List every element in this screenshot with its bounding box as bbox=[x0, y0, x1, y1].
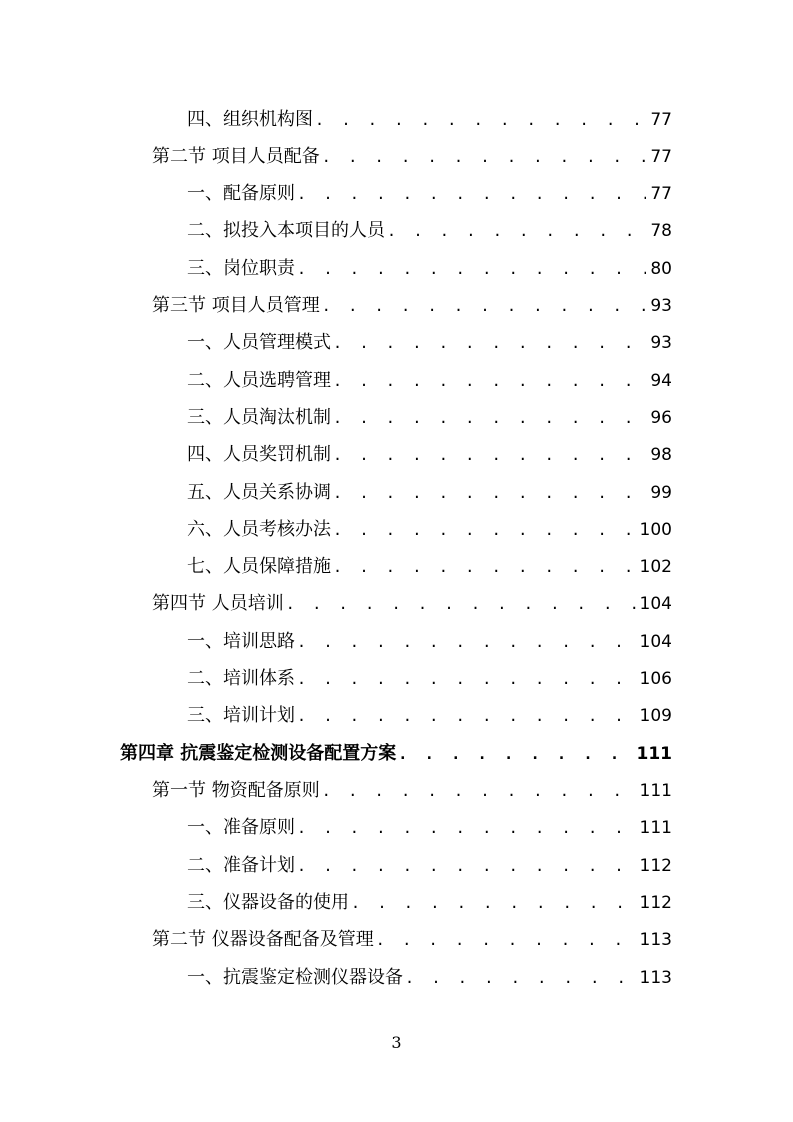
toc-entry[interactable] bbox=[187, 851, 672, 881]
toc-entry[interactable] bbox=[187, 552, 672, 582]
toc-entry[interactable] bbox=[187, 403, 672, 433]
toc-entry[interactable] bbox=[187, 105, 672, 135]
dot-leader bbox=[333, 328, 646, 358]
toc-entry-page: 111 bbox=[636, 744, 672, 764]
toc-entry-page: 112 bbox=[639, 893, 672, 913]
toc-entry-page: 78 bbox=[650, 221, 672, 241]
toc-entry-page: 111 bbox=[639, 818, 672, 838]
toc-entry-page: 104 bbox=[639, 594, 672, 614]
dot-leader bbox=[297, 627, 636, 657]
toc-entry[interactable] bbox=[187, 216, 672, 246]
toc-entry-title: 第三节 项目人员管理 bbox=[152, 295, 320, 316]
toc-entry-page: 77 bbox=[650, 147, 672, 167]
toc-entry-title: 七、人员保障措施 bbox=[187, 556, 331, 577]
toc-entry-title: 五、人员关系协调 bbox=[187, 482, 331, 503]
toc-entry[interactable] bbox=[187, 963, 672, 993]
toc-entry-page: 102 bbox=[639, 557, 672, 577]
toc-entry-page: 94 bbox=[650, 371, 672, 391]
toc-entry[interactable] bbox=[187, 813, 672, 843]
dot-leader bbox=[297, 851, 636, 881]
toc-entry[interactable] bbox=[187, 701, 672, 731]
toc-entry-title: 二、拟投入本项目的人员 bbox=[187, 220, 385, 241]
toc-entry-title: 第二节 仪器设备配备及管理 bbox=[152, 929, 374, 950]
dot-leader bbox=[297, 813, 636, 843]
toc-entry[interactable] bbox=[187, 478, 672, 508]
toc-entry-title: 一、培训思路 bbox=[187, 631, 295, 652]
toc-entry-page: 98 bbox=[650, 445, 672, 465]
dot-leader bbox=[387, 216, 646, 246]
toc-entry-page: 109 bbox=[639, 706, 672, 726]
toc-entry-title: 一、抗震鉴定检测仪器设备 bbox=[187, 967, 403, 988]
dot-leader bbox=[333, 552, 636, 582]
toc-entry-title: 三、岗位职责 bbox=[187, 258, 295, 279]
toc-entry-title: 第四节 人员培训 bbox=[152, 593, 284, 614]
toc-entry[interactable] bbox=[187, 179, 672, 209]
toc-entry-title: 二、准备计划 bbox=[187, 855, 295, 876]
toc-entry-title: 六、人员考核办法 bbox=[187, 519, 331, 540]
dot-leader bbox=[351, 888, 636, 918]
toc-entry[interactable] bbox=[187, 366, 672, 396]
dot-leader bbox=[376, 925, 636, 955]
toc-entry-title: 一、人员管理模式 bbox=[187, 332, 331, 353]
dot-leader bbox=[333, 366, 646, 396]
dot-leader bbox=[297, 664, 636, 694]
dot-leader bbox=[333, 403, 646, 433]
toc-entry[interactable] bbox=[187, 440, 672, 470]
dot-leader bbox=[315, 105, 646, 135]
dot-leader bbox=[398, 739, 632, 769]
toc-entry-page: 111 bbox=[639, 781, 672, 801]
dot-leader bbox=[333, 440, 646, 470]
toc-entry-title: 一、准备原则 bbox=[187, 817, 295, 838]
toc-entry-title: 二、人员选聘管理 bbox=[187, 370, 331, 391]
toc-entry-page: 113 bbox=[639, 968, 672, 988]
toc-entry[interactable] bbox=[152, 291, 672, 321]
toc-entry[interactable] bbox=[152, 589, 672, 619]
toc-entry[interactable] bbox=[152, 925, 672, 955]
toc-entry[interactable] bbox=[187, 328, 672, 358]
toc-entry[interactable] bbox=[187, 888, 672, 918]
toc-entry-page: 93 bbox=[650, 333, 672, 353]
toc-entry[interactable] bbox=[187, 515, 672, 545]
toc-chapter-entry[interactable] bbox=[120, 739, 672, 769]
toc-entry-page: 106 bbox=[639, 669, 672, 689]
toc-entry-title: 二、培训体系 bbox=[187, 668, 295, 689]
toc-entry[interactable] bbox=[187, 627, 672, 657]
toc-entry-page: 99 bbox=[650, 483, 672, 503]
toc-entry-title: 一、配备原则 bbox=[187, 183, 295, 204]
toc-entry-title: 三、人员淘汰机制 bbox=[187, 407, 331, 428]
dot-leader bbox=[322, 291, 647, 321]
toc-entry-title: 第二节 项目人员配备 bbox=[152, 146, 320, 167]
dot-leader bbox=[297, 254, 646, 284]
toc-entry-page: 113 bbox=[639, 930, 672, 950]
toc-entry-page: 93 bbox=[650, 296, 672, 316]
toc-entry-page: 80 bbox=[650, 259, 672, 279]
dot-leader bbox=[333, 515, 636, 545]
dot-leader bbox=[333, 478, 646, 508]
dot-leader bbox=[405, 963, 636, 993]
page-number: 3 bbox=[391, 1033, 402, 1052]
toc-entry-title: 四、组织机构图 bbox=[187, 109, 313, 130]
toc-entry-title: 第一节 物资配备原则 bbox=[152, 780, 320, 801]
toc-entry-title: 四、人员奖罚机制 bbox=[187, 444, 331, 465]
toc-entry-page: 77 bbox=[650, 110, 672, 130]
toc-entry-page: 96 bbox=[650, 408, 672, 428]
toc-entry[interactable] bbox=[187, 254, 672, 284]
dot-leader bbox=[297, 179, 646, 209]
dot-leader bbox=[286, 589, 636, 619]
toc-entry[interactable] bbox=[152, 142, 672, 172]
toc-entry-page: 100 bbox=[639, 520, 672, 540]
toc-entry-page: 112 bbox=[639, 856, 672, 876]
dot-leader bbox=[322, 776, 636, 806]
toc-entry-page: 77 bbox=[650, 184, 672, 204]
toc-entry-title: 第四章 抗震鉴定检测设备配置方案 bbox=[120, 743, 397, 764]
toc-entry-page: 104 bbox=[639, 632, 672, 652]
toc-entry[interactable] bbox=[152, 776, 672, 806]
toc-entry-title: 三、仪器设备的使用 bbox=[187, 892, 349, 913]
toc-entry[interactable] bbox=[187, 664, 672, 694]
toc-entry-title: 三、培训计划 bbox=[187, 705, 295, 726]
dot-leader bbox=[297, 701, 636, 731]
dot-leader bbox=[322, 142, 647, 172]
